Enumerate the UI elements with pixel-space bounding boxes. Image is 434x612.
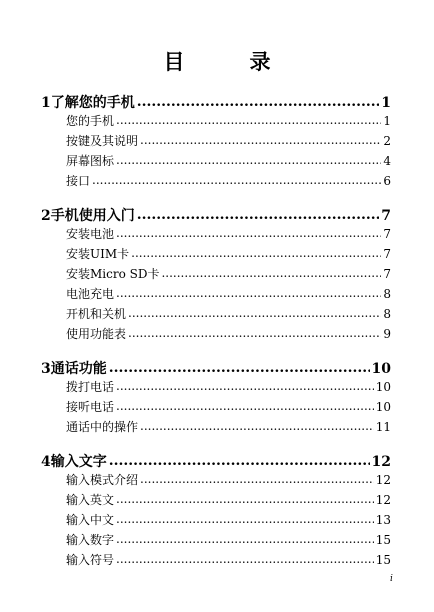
dot-leader [116, 379, 374, 393]
entry-title: 开机和关机 [66, 307, 127, 321]
dot-leader [116, 226, 381, 240]
entry-title: 使用功能表 [66, 327, 127, 341]
toc-entry[interactable] [41, 378, 391, 398]
toc-chapter-1[interactable] [41, 92, 391, 112]
dot-leader [137, 94, 380, 110]
entry-title: 电池充电 [66, 287, 115, 301]
dot-leader [92, 173, 381, 187]
dot-leader [140, 419, 374, 433]
chapter-page: 1 [381, 95, 391, 111]
table-of-contents [41, 92, 391, 571]
entry-page: 9 [383, 327, 391, 341]
entry-page: 6 [383, 174, 391, 188]
chapter-number: 3 [41, 361, 51, 377]
chapter-number: 4 [41, 454, 51, 470]
entry-page: 2 [383, 134, 391, 148]
dot-leader [137, 207, 380, 223]
dot-leader [128, 306, 381, 320]
entry-page: 8 [383, 287, 391, 301]
chapter-title: 了解您的手机 [50, 95, 135, 111]
entry-page: 15 [375, 553, 391, 567]
entry-title: 拨打电话 [66, 380, 115, 394]
dot-leader [116, 399, 374, 413]
entry-page: 8 [383, 307, 391, 321]
entry-title: 安装UIM卡 [66, 247, 130, 261]
entry-page: 12 [375, 473, 391, 487]
chapter-title: 输入文字 [50, 454, 107, 470]
entry-page: 7 [383, 247, 391, 261]
toc-entry[interactable] [41, 112, 391, 132]
dot-leader [161, 266, 381, 280]
toc-entry[interactable] [41, 265, 391, 285]
toc-entry[interactable] [41, 325, 391, 345]
toc-entry[interactable] [41, 305, 391, 325]
chapter-page: 10 [371, 361, 391, 377]
entry-title: 您的手机 [66, 114, 115, 128]
entry-page: 7 [383, 227, 391, 241]
entry-title: 按键及其说明 [66, 134, 139, 148]
toc-entry[interactable] [41, 132, 391, 152]
dot-leader [128, 326, 381, 340]
entry-title: 接听电话 [66, 400, 115, 414]
toc-entry[interactable] [41, 245, 391, 265]
toc-entry[interactable] [41, 225, 391, 245]
dot-leader [140, 472, 374, 486]
toc-entry[interactable] [41, 418, 391, 438]
entry-title: 输入中文 [66, 513, 115, 527]
chapter-page: 7 [381, 208, 391, 224]
entry-page: 7 [383, 267, 391, 281]
dot-leader [131, 246, 381, 260]
chapter-number: 2 [41, 208, 51, 224]
dot-leader [116, 512, 374, 526]
entry-title: 输入英文 [66, 493, 115, 507]
entry-page: 10 [375, 380, 391, 394]
entry-title: 安装Micro SD卡 [66, 267, 160, 281]
dot-leader [140, 133, 381, 147]
entry-page: 4 [383, 154, 391, 168]
dot-leader [116, 552, 374, 566]
entry-title: 输入数字 [66, 533, 115, 547]
entry-title: 接口 [66, 174, 91, 188]
entry-page: 12 [375, 493, 391, 507]
chapter-page: 12 [371, 454, 391, 470]
toc-entry[interactable] [41, 471, 391, 491]
dot-leader [109, 360, 370, 376]
entry-title: 通话中的操作 [66, 420, 139, 434]
entry-page: 13 [375, 513, 391, 527]
toc-entry[interactable] [41, 285, 391, 305]
toc-chapter-4[interactable] [41, 451, 391, 471]
toc-entry[interactable] [41, 398, 391, 418]
toc-chapter-2[interactable] [41, 205, 391, 225]
entry-title: 屏幕图标 [66, 154, 115, 168]
dot-leader [116, 113, 381, 127]
entry-title: 输入模式介绍 [66, 473, 139, 487]
dot-leader [116, 492, 374, 506]
chapter-title: 通话功能 [50, 361, 107, 377]
dot-leader [116, 286, 381, 300]
footer-page-number: i [390, 574, 393, 584]
toc-entry[interactable] [41, 511, 391, 531]
dot-leader [116, 153, 381, 167]
chapter-number: 1 [41, 95, 51, 111]
toc-entry[interactable] [41, 491, 391, 511]
dot-leader [116, 532, 374, 546]
toc-entry[interactable] [41, 531, 391, 551]
toc-chapter-3[interactable] [41, 358, 391, 378]
page-title: 目 录 [163, 49, 293, 74]
chapter-title: 手机使用入门 [50, 208, 135, 224]
entry-page: 1 [383, 114, 391, 128]
entry-page: 15 [375, 533, 391, 547]
entry-page: 11 [375, 420, 391, 434]
entry-title: 输入符号 [66, 553, 115, 567]
entry-page: 10 [375, 400, 391, 414]
dot-leader [109, 453, 370, 469]
entry-title: 安装电池 [66, 227, 115, 241]
toc-entry[interactable] [41, 551, 391, 571]
toc-entry[interactable] [41, 152, 391, 172]
toc-entry[interactable] [41, 172, 391, 192]
